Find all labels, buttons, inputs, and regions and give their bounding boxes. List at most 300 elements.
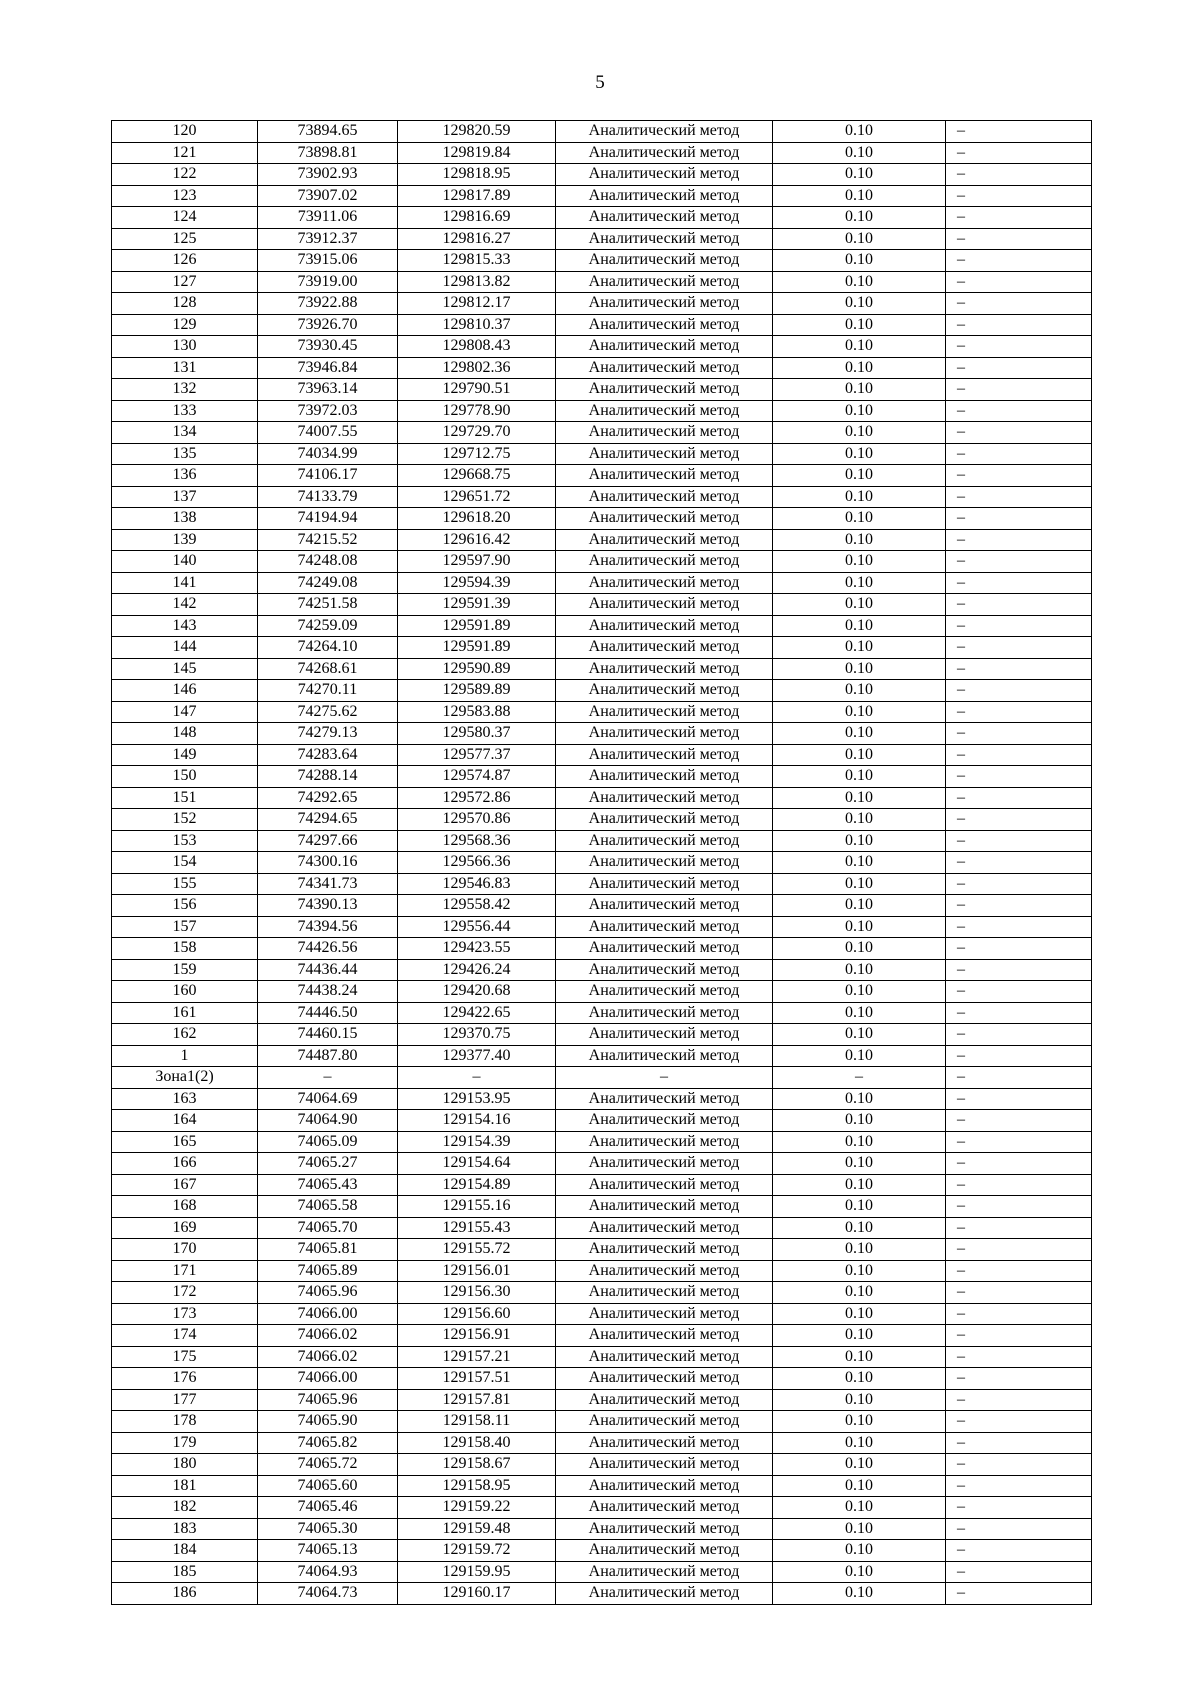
table-row [112, 164, 1092, 186]
x-coordinate-cell: 74446.50 [258, 1002, 398, 1024]
point-number-cell: 148 [112, 723, 258, 745]
y-coordinate-cell: 129651.72 [398, 486, 556, 508]
point-number-cell: 139 [112, 529, 258, 551]
table-row [112, 1217, 1092, 1239]
x-coordinate-cell: 73907.02 [258, 185, 398, 207]
description-cell: – [946, 1389, 1092, 1411]
description-cell: – [946, 1153, 1092, 1175]
accuracy-cell: 0.10 [773, 1002, 946, 1024]
method-cell: Аналитический метод [556, 185, 773, 207]
point-number-cell: 186 [112, 1583, 258, 1605]
table-row [112, 1454, 1092, 1476]
method-cell: Аналитический метод [556, 314, 773, 336]
x-coordinate-cell: 74065.96 [258, 1389, 398, 1411]
table-row [112, 508, 1092, 530]
accuracy-cell: 0.10 [773, 787, 946, 809]
point-number-cell: 122 [112, 164, 258, 186]
description-cell: – [946, 1217, 1092, 1239]
point-number-cell: 1 [112, 1045, 258, 1067]
description-cell: – [946, 1239, 1092, 1261]
method-cell: Аналитический метод [556, 1217, 773, 1239]
accuracy-cell: 0.10 [773, 1432, 946, 1454]
x-coordinate-cell: 74487.80 [258, 1045, 398, 1067]
accuracy-cell: 0.10 [773, 1260, 946, 1282]
y-coordinate-cell: 129154.39 [398, 1131, 556, 1153]
y-coordinate-cell: 129570.86 [398, 809, 556, 831]
point-number-cell: 157 [112, 916, 258, 938]
table-row [112, 809, 1092, 831]
y-coordinate-cell: 129160.17 [398, 1583, 556, 1605]
table-row [112, 1260, 1092, 1282]
table-row [112, 142, 1092, 164]
description-cell: – [946, 1346, 1092, 1368]
point-number-cell: 183 [112, 1518, 258, 1540]
point-number-cell: 125 [112, 228, 258, 250]
x-coordinate-cell: 74215.52 [258, 529, 398, 551]
accuracy-cell: 0.10 [773, 1540, 946, 1562]
x-coordinate-cell: 74259.09 [258, 615, 398, 637]
method-cell: Аналитический метод [556, 959, 773, 981]
accuracy-cell: 0.10 [773, 1518, 946, 1540]
y-coordinate-cell: 129810.37 [398, 314, 556, 336]
description-cell: – [946, 1454, 1092, 1476]
x-coordinate-cell: 74065.81 [258, 1239, 398, 1261]
method-cell: Аналитический метод [556, 1282, 773, 1304]
y-coordinate-cell: 129158.67 [398, 1454, 556, 1476]
table-row [112, 1131, 1092, 1153]
table-row [112, 916, 1092, 938]
point-number-cell: 131 [112, 357, 258, 379]
x-coordinate-cell: 74064.69 [258, 1088, 398, 1110]
accuracy-cell: 0.10 [773, 1561, 946, 1583]
point-number-cell: 142 [112, 594, 258, 616]
y-coordinate-cell: 129729.70 [398, 422, 556, 444]
method-cell: Аналитический метод [556, 895, 773, 917]
method-cell: Аналитический метод [556, 228, 773, 250]
method-cell: Аналитический метод [556, 1389, 773, 1411]
accuracy-cell: 0.10 [773, 1239, 946, 1261]
y-coordinate-cell: 129558.42 [398, 895, 556, 917]
point-number-cell: 153 [112, 830, 258, 852]
accuracy-cell: 0.10 [773, 1045, 946, 1067]
x-coordinate-cell: 73911.06 [258, 207, 398, 229]
y-coordinate-cell: 129818.95 [398, 164, 556, 186]
y-coordinate-cell: 129566.36 [398, 852, 556, 874]
method-cell: Аналитический метод [556, 1540, 773, 1562]
description-cell: – [946, 336, 1092, 358]
y-coordinate-cell: 129580.37 [398, 723, 556, 745]
point-number-cell: 132 [112, 379, 258, 401]
description-cell: – [946, 938, 1092, 960]
description-cell: – [946, 1583, 1092, 1605]
table-row [112, 336, 1092, 358]
y-coordinate-cell: 129574.87 [398, 766, 556, 788]
method-cell: Аналитический метод [556, 422, 773, 444]
description-cell: – [946, 185, 1092, 207]
y-coordinate-cell: 129377.40 [398, 1045, 556, 1067]
x-coordinate-cell: 74436.44 [258, 959, 398, 981]
method-cell: Аналитический метод [556, 1518, 773, 1540]
y-coordinate-cell: 129556.44 [398, 916, 556, 938]
point-number-cell: 130 [112, 336, 258, 358]
x-coordinate-cell: 74065.46 [258, 1497, 398, 1519]
point-number-cell: 171 [112, 1260, 258, 1282]
table-row [112, 1088, 1092, 1110]
description-cell: – [946, 357, 1092, 379]
accuracy-cell: 0.10 [773, 486, 946, 508]
accuracy-cell: 0.10 [773, 680, 946, 702]
accuracy-cell: 0.10 [773, 744, 946, 766]
description-cell: – [946, 852, 1092, 874]
point-number-cell: 158 [112, 938, 258, 960]
y-coordinate-cell: 129420.68 [398, 981, 556, 1003]
y-coordinate-cell: 129158.95 [398, 1475, 556, 1497]
x-coordinate-cell: 73930.45 [258, 336, 398, 358]
description-cell: – [946, 723, 1092, 745]
y-coordinate-cell: 129159.72 [398, 1540, 556, 1562]
method-cell: Аналитический метод [556, 916, 773, 938]
description-cell: – [946, 572, 1092, 594]
point-number-cell: 128 [112, 293, 258, 315]
accuracy-cell: 0.10 [773, 1131, 946, 1153]
accuracy-cell: 0.10 [773, 1217, 946, 1239]
y-coordinate-cell: 129820.59 [398, 121, 556, 143]
accuracy-cell: 0.10 [773, 1346, 946, 1368]
table-row [112, 551, 1092, 573]
x-coordinate-cell: 74249.08 [258, 572, 398, 594]
x-coordinate-cell: 73972.03 [258, 400, 398, 422]
y-coordinate-cell: 129597.90 [398, 551, 556, 573]
table-row [112, 766, 1092, 788]
table-row [112, 680, 1092, 702]
method-cell: Аналитический метод [556, 293, 773, 315]
table-row [112, 1540, 1092, 1562]
description-cell: – [946, 1540, 1092, 1562]
accuracy-cell: 0.10 [773, 1196, 946, 1218]
point-number-cell: 127 [112, 271, 258, 293]
method-cell: Аналитический метод [556, 1260, 773, 1282]
method-cell: Аналитический метод [556, 1174, 773, 1196]
table-row [112, 1303, 1092, 1325]
description-cell: – [946, 443, 1092, 465]
x-coordinate-cell: 74065.96 [258, 1282, 398, 1304]
point-number-cell: 174 [112, 1325, 258, 1347]
method-cell: Аналитический метод [556, 830, 773, 852]
table-row [112, 400, 1092, 422]
method-cell: Аналитический метод [556, 164, 773, 186]
accuracy-cell: 0.10 [773, 959, 946, 981]
y-coordinate-cell: 129159.95 [398, 1561, 556, 1583]
x-coordinate-cell: 73963.14 [258, 379, 398, 401]
description-cell: – [946, 637, 1092, 659]
point-number-cell: 169 [112, 1217, 258, 1239]
table-row [112, 873, 1092, 895]
description-cell: – [946, 1325, 1092, 1347]
y-coordinate-cell: 129577.37 [398, 744, 556, 766]
table-row [112, 185, 1092, 207]
description-cell: – [946, 1110, 1092, 1132]
method-cell: Аналитический метод [556, 1583, 773, 1605]
method-cell: Аналитический метод [556, 723, 773, 745]
description-cell: – [946, 1475, 1092, 1497]
table-row [112, 1002, 1092, 1024]
x-coordinate-cell: 74426.56 [258, 938, 398, 960]
description-cell: – [946, 1088, 1092, 1110]
y-coordinate-cell: 129591.39 [398, 594, 556, 616]
description-cell: – [946, 1518, 1092, 1540]
description-cell: – [946, 207, 1092, 229]
y-coordinate-cell: 129815.33 [398, 250, 556, 272]
x-coordinate-cell: 73919.00 [258, 271, 398, 293]
y-coordinate-cell: 129155.43 [398, 1217, 556, 1239]
table-row [112, 228, 1092, 250]
point-number-cell: 165 [112, 1131, 258, 1153]
method-cell: Аналитический метод [556, 873, 773, 895]
table-row [112, 787, 1092, 809]
point-number-cell: 176 [112, 1368, 258, 1390]
x-coordinate-cell: 74064.90 [258, 1110, 398, 1132]
method-cell: Аналитический метод [556, 615, 773, 637]
description-cell: – [946, 293, 1092, 315]
y-coordinate-cell: 129583.88 [398, 701, 556, 723]
description-cell: – [946, 1282, 1092, 1304]
y-coordinate-cell: 129156.60 [398, 1303, 556, 1325]
x-coordinate-cell: 73898.81 [258, 142, 398, 164]
x-coordinate-cell: 74065.60 [258, 1475, 398, 1497]
table-row [112, 1346, 1092, 1368]
x-coordinate-cell: 74065.27 [258, 1153, 398, 1175]
y-coordinate-cell: 129546.83 [398, 873, 556, 895]
accuracy-cell: 0.10 [773, 1475, 946, 1497]
table-row [112, 1432, 1092, 1454]
description-cell: – [946, 701, 1092, 723]
method-cell: Аналитический метод [556, 443, 773, 465]
x-coordinate-cell: 73946.84 [258, 357, 398, 379]
y-coordinate-cell: 129590.89 [398, 658, 556, 680]
method-cell: Аналитический метод [556, 938, 773, 960]
accuracy-cell: 0.10 [773, 1110, 946, 1132]
table-row [112, 895, 1092, 917]
y-coordinate-cell: 129568.36 [398, 830, 556, 852]
description-cell: – [946, 787, 1092, 809]
description-cell: – [946, 1561, 1092, 1583]
x-coordinate-cell: 74248.08 [258, 551, 398, 573]
method-cell: Аналитический метод [556, 701, 773, 723]
point-number-cell: 144 [112, 637, 258, 659]
point-number-cell: 136 [112, 465, 258, 487]
point-number-cell: 151 [112, 787, 258, 809]
y-coordinate-cell: 129154.89 [398, 1174, 556, 1196]
table-row [112, 1325, 1092, 1347]
accuracy-cell: 0.10 [773, 443, 946, 465]
point-number-cell: 161 [112, 1002, 258, 1024]
y-coordinate-cell: 129159.22 [398, 1497, 556, 1519]
table-row [112, 938, 1092, 960]
method-cell: – [556, 1067, 773, 1089]
x-coordinate-cell: 73915.06 [258, 250, 398, 272]
description-cell: – [946, 1045, 1092, 1067]
description-cell: – [946, 1024, 1092, 1046]
table-row [112, 207, 1092, 229]
accuracy-cell: 0.10 [773, 207, 946, 229]
description-cell: – [946, 615, 1092, 637]
x-coordinate-cell: 74064.73 [258, 1583, 398, 1605]
accuracy-cell: 0.10 [773, 1174, 946, 1196]
accuracy-cell: 0.10 [773, 981, 946, 1003]
method-cell: Аналитический метод [556, 121, 773, 143]
x-coordinate-cell: 74064.93 [258, 1561, 398, 1583]
table-row [112, 830, 1092, 852]
description-cell: – [946, 1368, 1092, 1390]
y-coordinate-cell: 129154.16 [398, 1110, 556, 1132]
y-coordinate-cell: 129156.30 [398, 1282, 556, 1304]
method-cell: Аналитический метод [556, 766, 773, 788]
x-coordinate-cell: 74268.61 [258, 658, 398, 680]
method-cell: Аналитический метод [556, 680, 773, 702]
table-row [112, 486, 1092, 508]
method-cell: Аналитический метод [556, 508, 773, 530]
table-row [112, 701, 1092, 723]
table-row [112, 981, 1092, 1003]
point-number-cell: 123 [112, 185, 258, 207]
y-coordinate-cell: 129370.75 [398, 1024, 556, 1046]
method-cell: Аналитический метод [556, 1131, 773, 1153]
accuracy-cell: 0.10 [773, 465, 946, 487]
table-row [112, 1153, 1092, 1175]
point-number-cell: 160 [112, 981, 258, 1003]
y-coordinate-cell: – [398, 1067, 556, 1089]
accuracy-cell: 0.10 [773, 379, 946, 401]
point-number-cell: 149 [112, 744, 258, 766]
x-coordinate-cell: 74297.66 [258, 830, 398, 852]
accuracy-cell: 0.10 [773, 1389, 946, 1411]
point-number-cell: 156 [112, 895, 258, 917]
point-number-cell: 166 [112, 1153, 258, 1175]
y-coordinate-cell: 129157.21 [398, 1346, 556, 1368]
point-number-cell: 120 [112, 121, 258, 143]
table-row [112, 1024, 1092, 1046]
y-coordinate-cell: 129712.75 [398, 443, 556, 465]
method-cell: Аналитический метод [556, 1024, 773, 1046]
accuracy-cell: 0.10 [773, 185, 946, 207]
description-cell: – [946, 314, 1092, 336]
accuracy-cell: 0.10 [773, 615, 946, 637]
y-coordinate-cell: 129159.48 [398, 1518, 556, 1540]
point-number-cell: 147 [112, 701, 258, 723]
table-row [112, 658, 1092, 680]
x-coordinate-cell: 74300.16 [258, 852, 398, 874]
description-cell: – [946, 766, 1092, 788]
x-coordinate-cell: 74133.79 [258, 486, 398, 508]
method-cell: Аналитический метод [556, 1088, 773, 1110]
description-cell: – [946, 508, 1092, 530]
method-cell: Аналитический метод [556, 594, 773, 616]
table-row [112, 1067, 1092, 1089]
table-row [112, 1561, 1092, 1583]
point-number-cell: 181 [112, 1475, 258, 1497]
description-cell: – [946, 1174, 1092, 1196]
table-row [112, 443, 1092, 465]
y-coordinate-cell: 129790.51 [398, 379, 556, 401]
method-cell: Аналитический метод [556, 1454, 773, 1476]
x-coordinate-cell: 74007.55 [258, 422, 398, 444]
accuracy-cell: 0.10 [773, 271, 946, 293]
x-coordinate-cell: 74066.02 [258, 1346, 398, 1368]
x-coordinate-cell: 74341.73 [258, 873, 398, 895]
table-row [112, 271, 1092, 293]
y-coordinate-cell: 129816.27 [398, 228, 556, 250]
accuracy-cell: 0.10 [773, 1153, 946, 1175]
table-row [112, 1110, 1092, 1132]
method-cell: Аналитический метод [556, 1239, 773, 1261]
accuracy-cell: 0.10 [773, 766, 946, 788]
table-row [112, 1239, 1092, 1261]
y-coordinate-cell: 129594.39 [398, 572, 556, 594]
table-row [112, 1389, 1092, 1411]
point-number-cell: 134 [112, 422, 258, 444]
accuracy-cell: 0.10 [773, 1583, 946, 1605]
accuracy-cell: 0.10 [773, 1303, 946, 1325]
accuracy-cell: 0.10 [773, 572, 946, 594]
table-row [112, 959, 1092, 981]
point-number-cell: 172 [112, 1282, 258, 1304]
table-row [112, 1475, 1092, 1497]
point-number-cell: 140 [112, 551, 258, 573]
description-cell: – [946, 271, 1092, 293]
description-cell: – [946, 873, 1092, 895]
description-cell: – [946, 164, 1092, 186]
accuracy-cell: 0.10 [773, 637, 946, 659]
x-coordinate-cell: 74292.65 [258, 787, 398, 809]
point-number-cell: 168 [112, 1196, 258, 1218]
description-cell: – [946, 680, 1092, 702]
table-row [112, 615, 1092, 637]
x-coordinate-cell: 73894.65 [258, 121, 398, 143]
point-number-cell: 178 [112, 1411, 258, 1433]
y-coordinate-cell: 129158.11 [398, 1411, 556, 1433]
method-cell: Аналитический метод [556, 852, 773, 874]
method-cell: Аналитический метод [556, 1153, 773, 1175]
x-coordinate-cell: 74066.02 [258, 1325, 398, 1347]
y-coordinate-cell: 129158.40 [398, 1432, 556, 1454]
y-coordinate-cell: 129155.72 [398, 1239, 556, 1261]
description-cell: – [946, 250, 1092, 272]
table-body [112, 121, 1092, 1605]
method-cell: Аналитический метод [556, 1432, 773, 1454]
point-number-cell: 145 [112, 658, 258, 680]
description-cell: – [946, 1260, 1092, 1282]
x-coordinate-cell: 74264.10 [258, 637, 398, 659]
accuracy-cell: 0.10 [773, 250, 946, 272]
accuracy-cell: 0.10 [773, 701, 946, 723]
description-cell: – [946, 551, 1092, 573]
point-number-cell: 150 [112, 766, 258, 788]
description-cell: – [946, 379, 1092, 401]
x-coordinate-cell: 74283.64 [258, 744, 398, 766]
method-cell: Аналитический метод [556, 787, 773, 809]
method-cell: Аналитический метод [556, 658, 773, 680]
y-coordinate-cell: 129157.81 [398, 1389, 556, 1411]
method-cell: Аналитический метод [556, 465, 773, 487]
method-cell: Аналитический метод [556, 336, 773, 358]
accuracy-cell: 0.10 [773, 293, 946, 315]
x-coordinate-cell: 74288.14 [258, 766, 398, 788]
accuracy-cell: 0.10 [773, 529, 946, 551]
table-row [112, 1583, 1092, 1605]
accuracy-cell: 0.10 [773, 809, 946, 831]
y-coordinate-cell: 129813.82 [398, 271, 556, 293]
method-cell: Аналитический метод [556, 1045, 773, 1067]
